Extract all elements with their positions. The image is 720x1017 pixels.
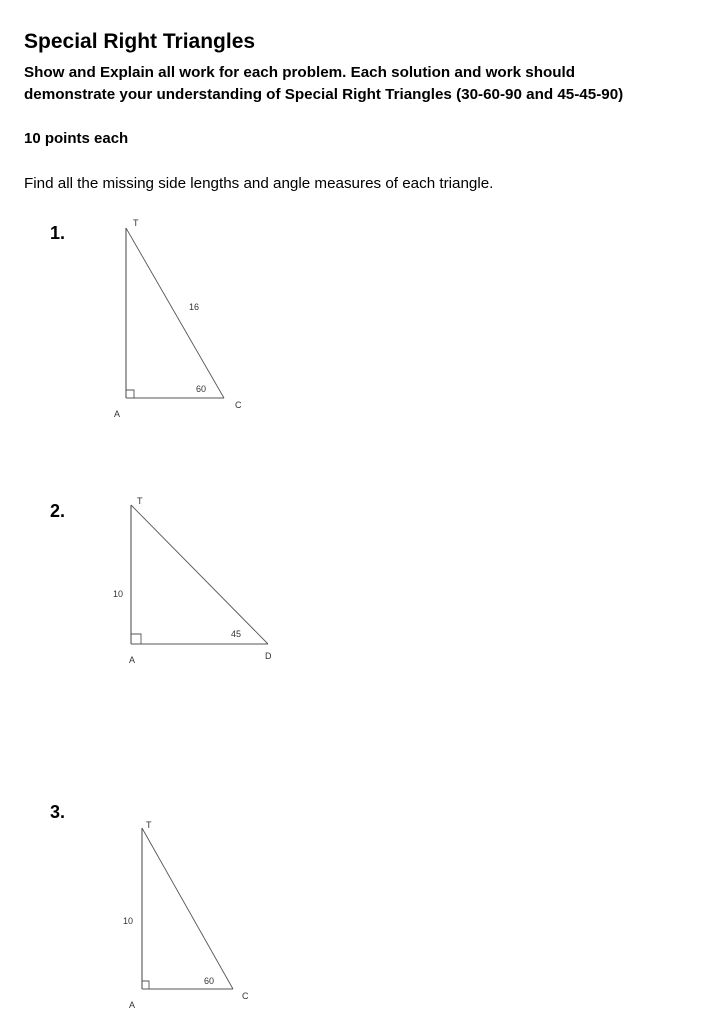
problem-3-vertex-a: A — [129, 1000, 136, 1010]
problem-3-vertex-c: C — [242, 991, 249, 1001]
problem-2-number: 2. — [50, 501, 66, 521]
problem-2-angle-label: 45 — [231, 629, 242, 639]
problem-3-side-tc — [142, 828, 233, 989]
problem-2-side-td — [131, 505, 268, 644]
problem-2-side-label: 10 — [113, 589, 124, 599]
problem-3-vertex-t: T — [146, 820, 152, 830]
instructions-line-1: Show and Explain all work for each problem. Each solution and work should — [24, 64, 576, 81]
problem-1-side-tc — [126, 228, 224, 398]
problem-1-angle-label: 60 — [196, 384, 207, 394]
problem-1-triangle — [100, 210, 260, 430]
instructions — [24, 62, 623, 106]
problem-2-vertex-d: D — [265, 651, 272, 661]
problem-1-number: 1. — [50, 223, 66, 243]
instructions-line-2: demonstrate your understanding of Special Right Triangles (30-60-90 and 45-45-90) — [24, 86, 624, 103]
problem-1-vertex-c: C — [235, 400, 242, 410]
problem-1-right-angle-mark — [126, 390, 134, 398]
problem-2-vertex-a: A — [129, 655, 136, 665]
problem-3-angle-label: 60 — [204, 976, 215, 986]
points-note: 10 points each — [24, 130, 129, 147]
problem-2-right-angle-mark — [131, 634, 141, 644]
worksheet-title: Special Right Triangles — [24, 30, 256, 53]
task-prompt: Find all the missing side lengths and angle measures of each triangle. — [24, 175, 494, 192]
problem-3-triangle — [100, 812, 270, 1017]
problem-3-right-angle-mark — [142, 981, 149, 989]
problem-3-side-label: 10 — [123, 916, 134, 926]
problem-3-number: 3. — [50, 802, 66, 822]
problem-1-side-label: 16 — [189, 302, 200, 312]
problem-2-vertex-t: T — [137, 496, 143, 506]
problem-1-vertex-t: T — [133, 218, 139, 228]
problem-2-triangle — [100, 490, 300, 680]
problem-1-vertex-a: A — [114, 409, 121, 419]
